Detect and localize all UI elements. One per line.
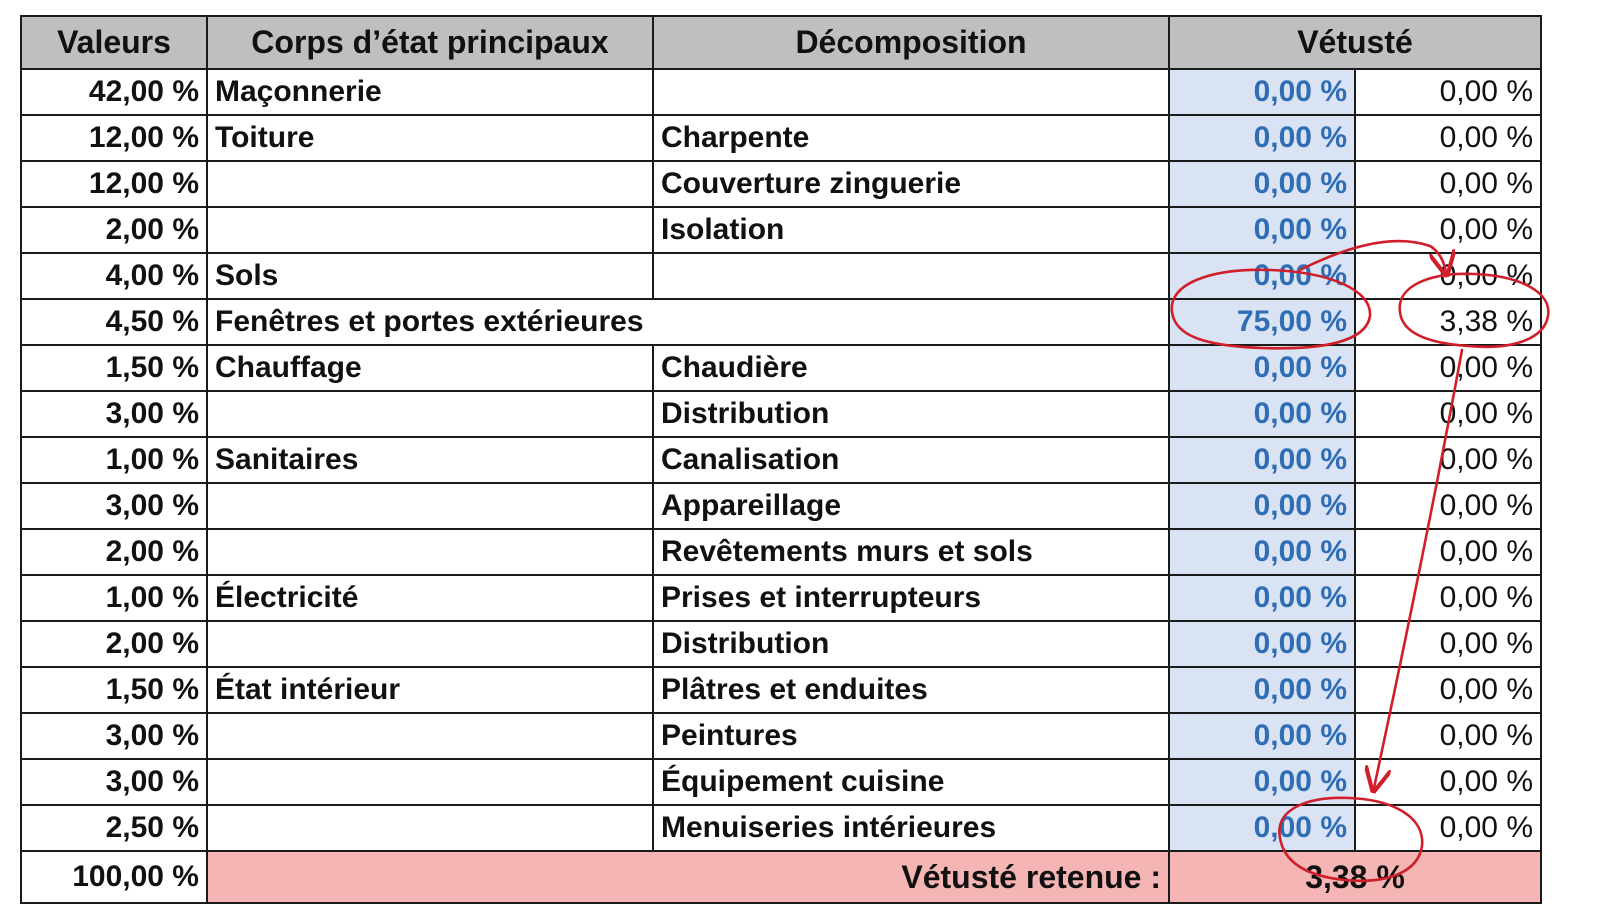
header-corps-etat[interactable]: Corps d’état principaux bbox=[207, 16, 653, 69]
decomposition-cell[interactable]: Revêtements murs et sols bbox=[653, 529, 1169, 575]
valeur-cell[interactable]: 3,00 % bbox=[21, 391, 207, 437]
decomposition-cell[interactable]: Appareillage bbox=[653, 483, 1169, 529]
corps-etat-cell[interactable]: État intérieur bbox=[207, 667, 653, 713]
vetuste-result-cell[interactable]: 0,00 % bbox=[1355, 115, 1541, 161]
vetuste-input-cell[interactable]: 0,00 % bbox=[1169, 759, 1355, 805]
vetuste-input-cell[interactable]: 0,00 % bbox=[1169, 161, 1355, 207]
total-valeur-cell[interactable]: 100,00 % bbox=[21, 851, 207, 903]
corps-etat-cell[interactable] bbox=[207, 483, 653, 529]
vetuste-input-cell[interactable]: 0,00 % bbox=[1169, 69, 1355, 115]
decomposition-cell[interactable]: Couverture zinguerie bbox=[653, 161, 1169, 207]
corps-etat-cell[interactable]: Électricité bbox=[207, 575, 653, 621]
table-row bbox=[21, 483, 1541, 529]
vetuste-result-cell[interactable]: 0,00 % bbox=[1355, 759, 1541, 805]
header-valeurs[interactable]: Valeurs bbox=[21, 16, 207, 69]
vetuste-input-cell[interactable]: 0,00 % bbox=[1169, 621, 1355, 667]
table-row bbox=[21, 529, 1541, 575]
vetuste-input-cell[interactable]: 0,00 % bbox=[1169, 437, 1355, 483]
vetuste-result-cell[interactable]: 0,00 % bbox=[1355, 575, 1541, 621]
vetuste-result-cell[interactable]: 3,38 % bbox=[1355, 299, 1541, 345]
decomposition-cell[interactable]: Charpente bbox=[653, 115, 1169, 161]
decomposition-cell[interactable]: Canalisation bbox=[653, 437, 1169, 483]
table-row bbox=[21, 115, 1541, 161]
table-row bbox=[21, 575, 1541, 621]
corps-etat-cell[interactable]: Sanitaires bbox=[207, 437, 653, 483]
vetuste-input-cell[interactable]: 0,00 % bbox=[1169, 253, 1355, 299]
decomposition-cell[interactable] bbox=[653, 69, 1169, 115]
valeur-cell[interactable]: 3,00 % bbox=[21, 713, 207, 759]
vetuste-input-cell[interactable]: 0,00 % bbox=[1169, 207, 1355, 253]
header-row bbox=[21, 16, 1541, 69]
corps-etat-cell[interactable] bbox=[207, 713, 653, 759]
table-body bbox=[21, 69, 1541, 851]
vetuste-input-cell[interactable]: 0,00 % bbox=[1169, 345, 1355, 391]
valeur-cell[interactable]: 12,00 % bbox=[21, 161, 207, 207]
vetuste-input-cell[interactable]: 0,00 % bbox=[1169, 483, 1355, 529]
vetuste-result-cell[interactable]: 0,00 % bbox=[1355, 69, 1541, 115]
vetuste-result-cell[interactable]: 0,00 % bbox=[1355, 529, 1541, 575]
vetuste-result-cell[interactable]: 0,00 % bbox=[1355, 207, 1541, 253]
valeur-cell[interactable]: 1,50 % bbox=[21, 667, 207, 713]
decomposition-cell[interactable]: Isolation bbox=[653, 207, 1169, 253]
valeur-cell[interactable]: 2,00 % bbox=[21, 621, 207, 667]
decomposition-cell[interactable]: Menuiseries intérieures bbox=[653, 805, 1169, 851]
total-row bbox=[21, 851, 1541, 903]
valeur-cell[interactable]: 42,00 % bbox=[21, 69, 207, 115]
table-row bbox=[21, 759, 1541, 805]
corps-etat-cell[interactable] bbox=[207, 529, 653, 575]
vetuste-input-cell[interactable]: 0,00 % bbox=[1169, 805, 1355, 851]
decomposition-cell[interactable]: Distribution bbox=[653, 391, 1169, 437]
corps-etat-cell[interactable]: Chauffage bbox=[207, 345, 653, 391]
corps-etat-cell[interactable]: Sols bbox=[207, 253, 653, 299]
valeur-cell[interactable]: 1,50 % bbox=[21, 345, 207, 391]
vetuste-result-cell[interactable]: 0,00 % bbox=[1355, 345, 1541, 391]
corps-etat-cell[interactable]: Maçonnerie bbox=[207, 69, 653, 115]
vetuste-result-cell[interactable]: 0,00 % bbox=[1355, 161, 1541, 207]
vetuste-result-cell[interactable]: 0,00 % bbox=[1355, 621, 1541, 667]
valeur-cell[interactable]: 2,00 % bbox=[21, 529, 207, 575]
table-row bbox=[21, 621, 1541, 667]
decomposition-cell[interactable]: Chaudière bbox=[653, 345, 1169, 391]
decomposition-cell[interactable]: Prises et interrupteurs bbox=[653, 575, 1169, 621]
vetuste-input-cell[interactable]: 75,00 % bbox=[1169, 299, 1355, 345]
table-row bbox=[21, 667, 1541, 713]
vetuste-result-cell[interactable]: 0,00 % bbox=[1355, 805, 1541, 851]
vetuste-table bbox=[20, 15, 1542, 904]
table-row bbox=[21, 437, 1541, 483]
valeur-cell[interactable]: 1,00 % bbox=[21, 575, 207, 621]
table-row bbox=[21, 713, 1541, 759]
vetuste-result-cell[interactable]: 0,00 % bbox=[1355, 483, 1541, 529]
table-row bbox=[21, 391, 1541, 437]
decomposition-cell[interactable] bbox=[653, 253, 1169, 299]
vetuste-input-cell[interactable]: 0,00 % bbox=[1169, 667, 1355, 713]
vetuste-result-cell[interactable]: 0,00 % bbox=[1355, 713, 1541, 759]
total-value-cell[interactable]: 3,38 % bbox=[1169, 851, 1541, 903]
corps-etat-cell[interactable] bbox=[207, 759, 653, 805]
valeur-cell[interactable]: 4,50 % bbox=[21, 299, 207, 345]
table-row bbox=[21, 805, 1541, 851]
decomposition-cell[interactable]: Équipement cuisine bbox=[653, 759, 1169, 805]
corps-etat-cell[interactable] bbox=[207, 805, 653, 851]
vetuste-result-cell[interactable]: 0,00 % bbox=[1355, 391, 1541, 437]
table-row bbox=[21, 207, 1541, 253]
decomposition-cell[interactable]: Peintures bbox=[653, 713, 1169, 759]
vetuste-input-cell[interactable]: 0,00 % bbox=[1169, 115, 1355, 161]
valeur-cell[interactable]: 3,00 % bbox=[21, 759, 207, 805]
valeur-cell[interactable]: 4,00 % bbox=[21, 253, 207, 299]
valeur-cell[interactable]: 2,00 % bbox=[21, 207, 207, 253]
decomposition-cell[interactable]: Distribution bbox=[653, 621, 1169, 667]
vetuste-result-cell[interactable]: 0,00 % bbox=[1355, 667, 1541, 713]
corps-etat-cell[interactable]: Fenêtres et portes extérieures bbox=[207, 299, 1169, 345]
corps-etat-cell[interactable] bbox=[207, 621, 653, 667]
vetuste-input-cell[interactable]: 0,00 % bbox=[1169, 391, 1355, 437]
table-row bbox=[21, 69, 1541, 115]
vetuste-result-cell[interactable]: 0,00 % bbox=[1355, 253, 1541, 299]
valeur-cell[interactable]: 12,00 % bbox=[21, 115, 207, 161]
corps-etat-cell[interactable]: Toiture bbox=[207, 115, 653, 161]
vetuste-result-cell[interactable]: 0,00 % bbox=[1355, 437, 1541, 483]
header-decomposition[interactable]: Décomposition bbox=[653, 16, 1169, 69]
vetuste-input-cell[interactable]: 0,00 % bbox=[1169, 713, 1355, 759]
vetuste-input-cell[interactable]: 0,00 % bbox=[1169, 529, 1355, 575]
table-row bbox=[21, 253, 1541, 299]
table-row bbox=[21, 299, 1541, 345]
decomposition-cell[interactable]: Plâtres et enduites bbox=[653, 667, 1169, 713]
corps-etat-cell[interactable] bbox=[207, 161, 653, 207]
valeur-cell[interactable]: 3,00 % bbox=[21, 483, 207, 529]
vetuste-input-cell[interactable]: 0,00 % bbox=[1169, 575, 1355, 621]
total-label-cell[interactable]: Vétusté retenue : bbox=[207, 851, 1169, 903]
corps-etat-cell[interactable] bbox=[207, 207, 653, 253]
table-row bbox=[21, 345, 1541, 391]
valeur-cell[interactable]: 2,50 % bbox=[21, 805, 207, 851]
corps-etat-cell[interactable] bbox=[207, 391, 653, 437]
header-vetuste[interactable]: Vétusté bbox=[1169, 16, 1541, 69]
valeur-cell[interactable]: 1,00 % bbox=[21, 437, 207, 483]
table-row bbox=[21, 161, 1541, 207]
